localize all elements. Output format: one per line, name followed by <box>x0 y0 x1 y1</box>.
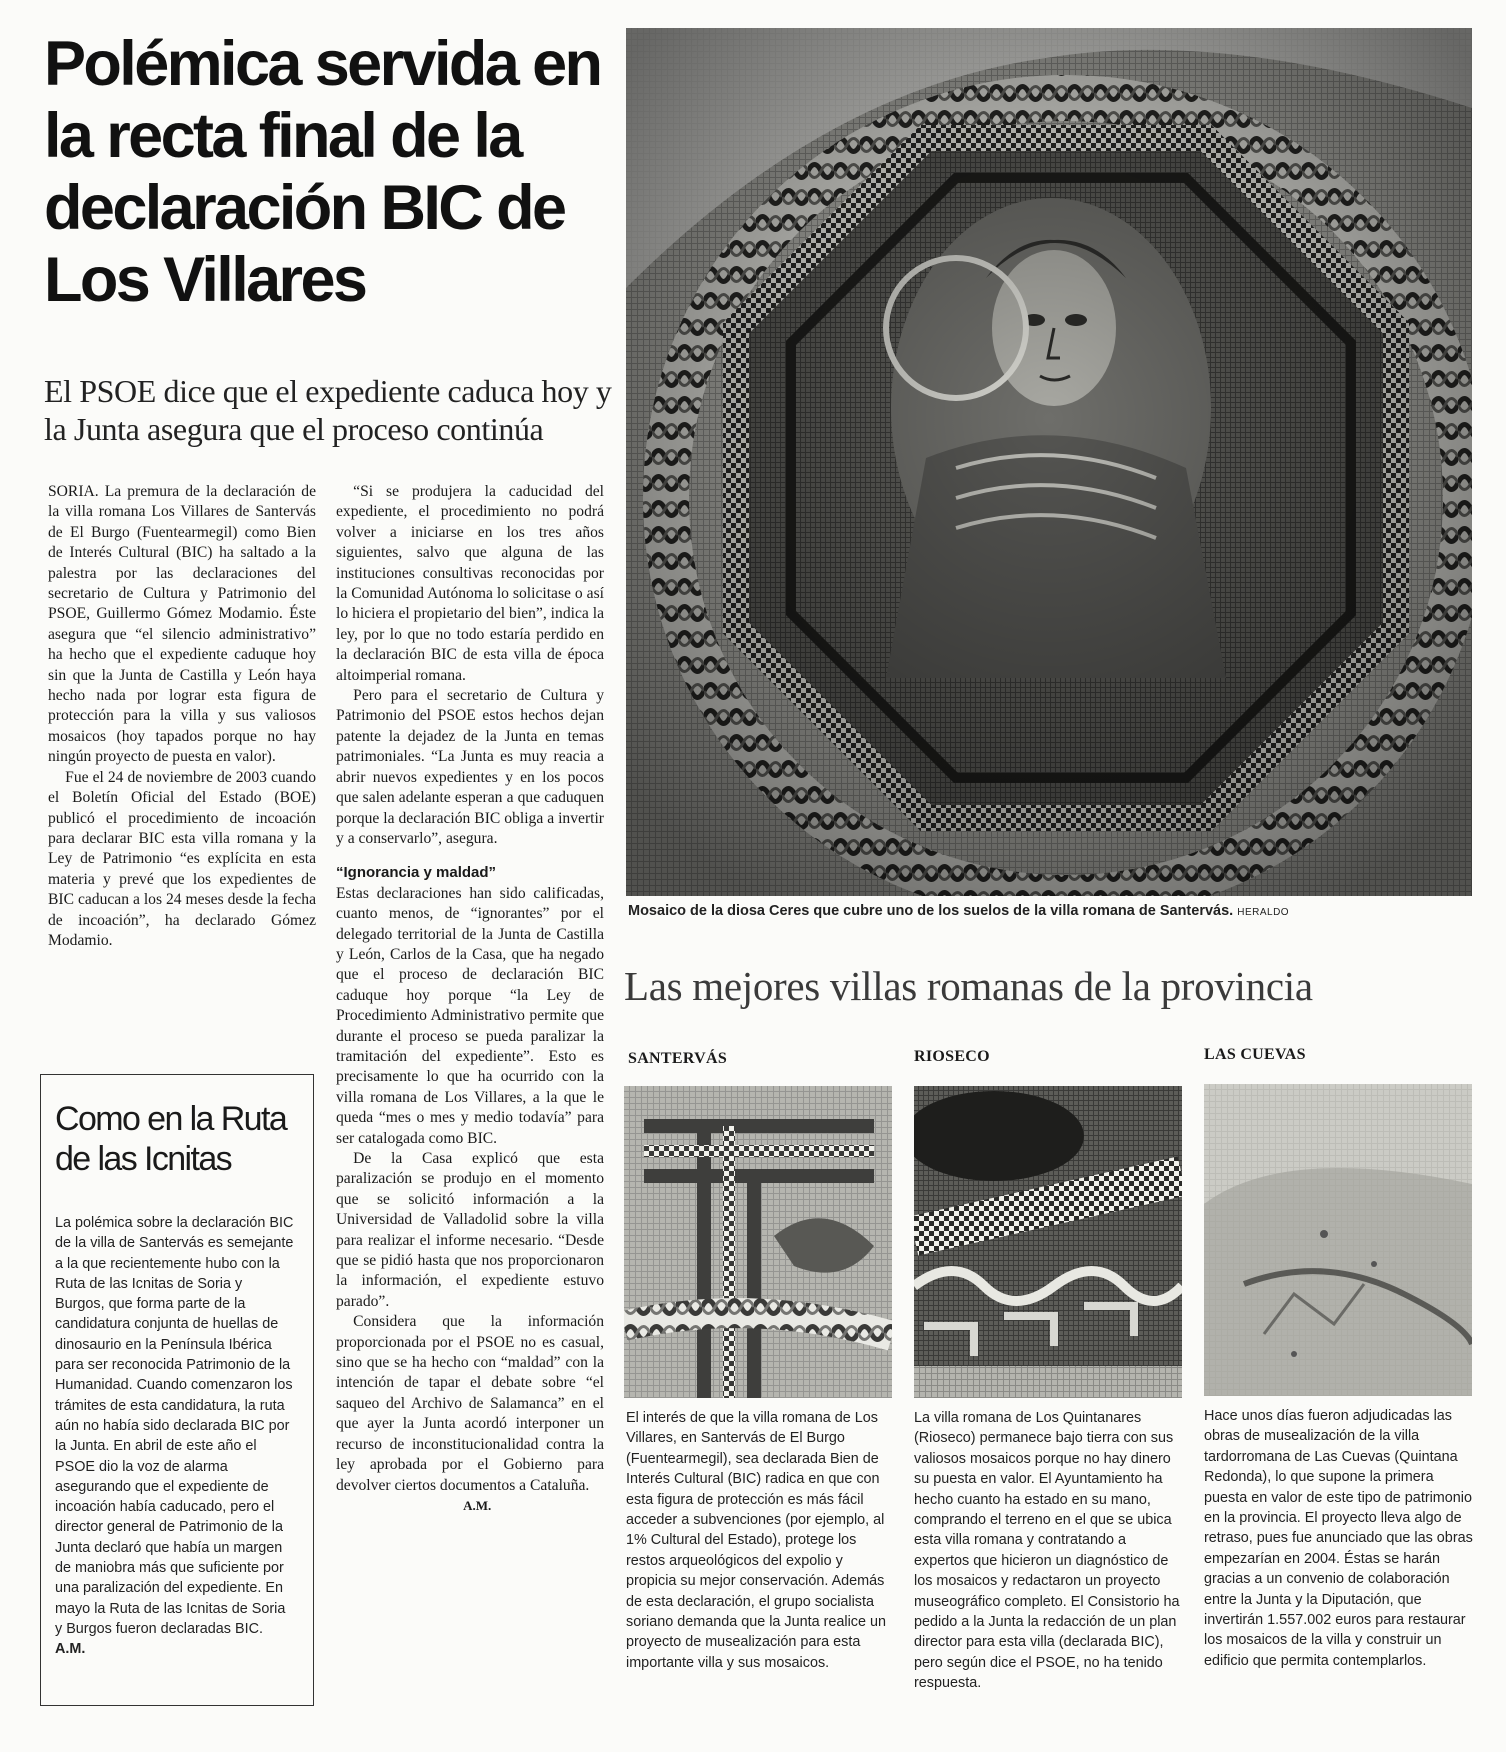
villa-label-las-cuevas: LAS CUEVAS <box>1204 1046 1306 1063</box>
rioseco-mosaic-photo <box>914 1086 1182 1398</box>
article-paragraph: Pero para el secretario de Cultura y Patrimonio del PSOE estos hechos dejan patente la dejadez de la Junta en temas patrimoniales. “La Junta es muy reacia a abrir nuevos expedientes y en los pocos que salen adelante esperan a que caduquen porque la declaración BIC obliga a invertir y a conservarlo”, asegura. <box>336 687 604 847</box>
villa-label-rioseco: RIOSECO <box>914 1048 990 1065</box>
article-paragraph: SORIA. La premura de la declaración de la villa romana Los Villares de Santervás de El Burgo (Fuentearmegil) como Bien de Interés Cultural (BIC) ha saltado a la palestra por las declaraciones del secretario de Cultura y Patrimonio del PSOE, Guillermo Gómez Modamio. Éste asegura que “el silencio administrativo” ha hecho que el expediente caduque hoy sin que la Junta de Castilla y León haya hecho nada por lograr esta figura de protección para la villa y sus valiosos mosaicos (hoy tapados porque no hay ningún proyecto de puesta en valor). <box>48 483 316 766</box>
article-column-1 <box>48 482 316 951</box>
main-photo-caption <box>628 903 1488 919</box>
villa-label-santervas: SANTERVÁS <box>628 1050 728 1067</box>
sidebar-box <box>40 1074 314 1706</box>
article-paragraph: Fue el 24 de noviembre de 2003 cuando el Boletín Oficial del Estado (BOE) publicó el procedimiento de incoación para declarar BIC esta villa romana y la Ley de Patrimonio “es explícita en esta materia y prevé que los expedientes de BIC caducan a los 24 meses desde la fecha de incoación”, ha declarado Gómez Modamio. <box>48 768 316 949</box>
sidebar-box-title: Como en la Ruta de las Icnitas <box>55 1100 287 1178</box>
sidebar-box-text: La polémica sobre la declaración BIC de la villa de Santervás es semejante a la que recientemente hubo con la Ruta de las Icnitas de Soria y Burgos, que forma parte de la candidatura conjunta de huellas de dinosaurio en la Península Ibérica para ser reconocida Patrimonio de la Humanidad. Cuando comenzaron los trámites de esta candidatura, la ruta aún no había sido declarada BIC por la Junta. En abril de este año el PSOE dio la voz de alarma asegurando que el expediente de incoación había caducado, pero el director general de Patrimonio de la Junta declaró que había un margen de maniobra más que suficiente por una paralización del expediente. En mayo la Ruta de las Icnitas de Soria y Burgos fueron declaradas BIC. <box>55 1215 294 1637</box>
headline: Polémica servida en la recta final de la declaración BIC de Los Villares <box>44 29 601 315</box>
article-paragraph: Considera que la información proporcionada por el PSOE no es casual, sino que se ha hecho con “maldad” con la intención de tapar el debate sobre “el saqueo del Archivo de Salamanca” en el que ayer la Junta acordó interponer un recurso de inconstitucionalidad contra la ley aprobada por el Gobierno para devolver ciertos documentos a Cataluña. <box>336 1313 604 1494</box>
article-subhead: “Ignorancia y maldad” <box>336 864 497 882</box>
sidebar-box-byline: A.M. <box>55 1641 86 1658</box>
santervas-mosaic-photo <box>624 1086 892 1398</box>
article-paragraph: De la Casa explicó que esta paralización se produjo en el momento que se solicitó información a la Universidad de Valladolid sobre la villa para realizar el informe necesario. “Desde que se pidió hasta que nos proporcionaron la información, el expediente estuvo parado”. <box>336 1150 604 1310</box>
photo-credit: HERALDO <box>1237 907 1290 918</box>
deck-subtitle: El PSOE dice que el expediente caduca hoy y la Junta asegura que el proceso continúa <box>44 373 612 447</box>
villas-section-title: Las mejores villas romanas de la provincia <box>624 963 1313 1009</box>
caption-text: Mosaico de la diosa Ceres que cubre uno de los suelos de la villa romana de Santervás. <box>628 903 1234 919</box>
article-byline: A.M. <box>463 1497 492 1513</box>
article-column-2 <box>336 482 604 1516</box>
article-paragraph: Estas declaraciones han sido calificadas, cuanto menos, de “ignorantes” por el delegado territorial de la Junta de Castilla y León, Carlos de la Casa, que ha negado que el proceso de declaración BIC caduque hoy porque “la Ley de Procedimiento Administrativo permite que durante el proceso se pueda paralizar la tramitación del expediente”. Esto es precisamente lo que ha ocurrido con la villa romana de Los Villares, a la que le queda “mes o mes y medio todavía” para ser catalogada como BIC. <box>336 884 604 1147</box>
villa-text-santervas: El interés de que la villa romana de Los Villares, en Santervás de El Burgo (Fuentearmegil), sea declarada Bien de Interés Cultural (BIC) radica en que con esta figura de protección es más fácil acceder a subvenciones (por ejemplo, al 1% Cultural del Estado), protege los restos arqueológicos del expolio y propicia su mejor conservación. Además de esta declaración, el grupo socialista soriano demanda que la Junta realice un proyecto de musealización para esta importante villa y sus mosaicos. <box>626 1410 887 1671</box>
villa-text-las-cuevas: Hace unos días fueron adjudicadas las obras de musealización de la villa tardorromana de Las Cuevas (Quintana Redonda), lo que supone la primera puesta en valor de este tipo de patrimonio en la provincia. El proyecto lleva algo de retraso, pues fue anunciado que las obras empezarían en 2004. Éstas se harán gracias a un convenio de colaboración entre la Junta y la Diputación, que invertirán 1.557.002 euros para restaurar los mosaicos de la villa y construir un edificio que permita contemplarlos. <box>1204 1408 1473 1669</box>
villa-text-rioseco: La villa romana de Los Quintanares (Rioseco) permanece bajo tierra con sus valiosos mosaicos porque no hay dinero su puesta en valor. El Ayuntamiento ha hecho cuanto ha estado en su mano, comprando el terreno en el que se ubica esta villa romana y contratando a expertos que hicieron un diagnóstico de los mosaicos y redactaron un proyecto museográfico completo. El Consistorio ha pedido a la Junta la redacción de un plan director para esta villa (declarada BIC), pero según dice el PSOE, no ha tenido respuesta. <box>914 1410 1180 1692</box>
las-cuevas-mosaic-photo <box>1204 1084 1472 1396</box>
mosaic-ceres-photo <box>626 28 1472 896</box>
article-paragraph: “Si se produjera la caducidad del expediente, el procedimiento no podrá volver a iniciarse en los tres años siguientes, salvo que alguna de las instituciones consultivas reconocidas por la Comunidad Autónoma lo solicitase o así lo hiciera el propietario del bien”, indica la ley, por lo que no todo estaría perdido en la declaración BIC de esta villa de época altoimperial romana. <box>336 483 604 684</box>
sidebar-box-body <box>55 1213 295 1660</box>
